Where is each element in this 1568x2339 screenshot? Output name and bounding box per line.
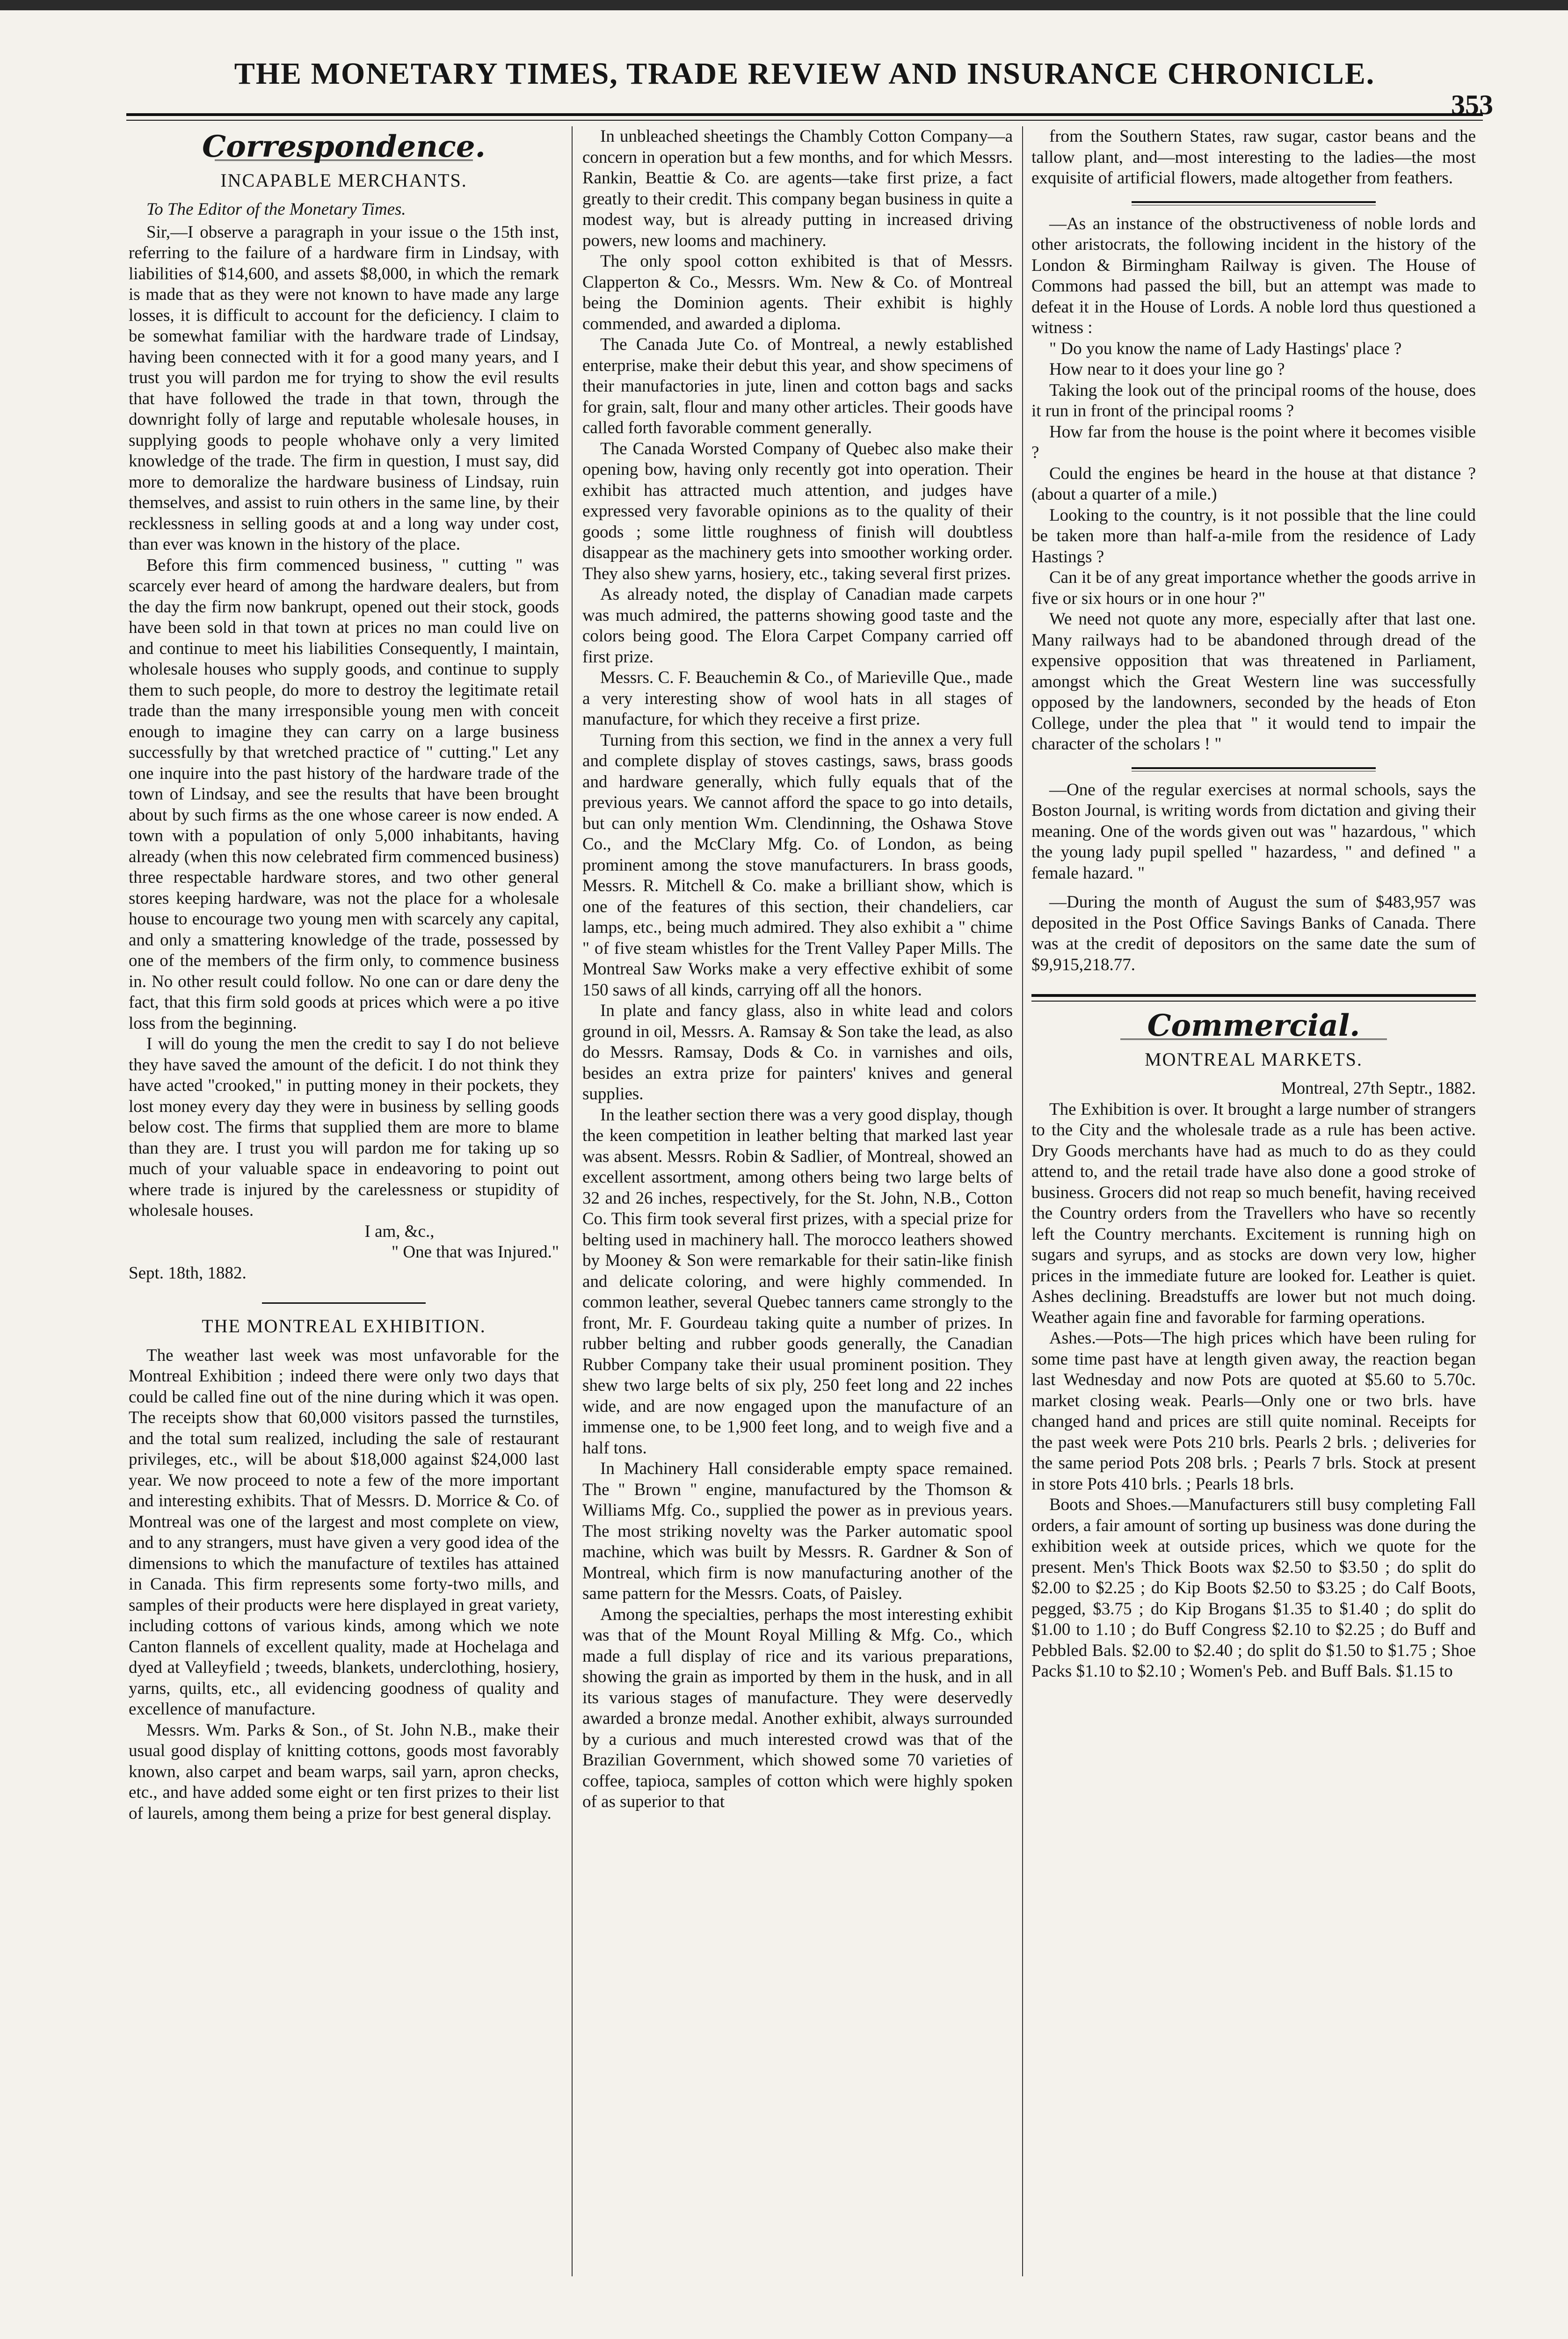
page-number: 353 xyxy=(1451,89,1493,120)
column-3 xyxy=(1031,126,1476,1682)
markets-dateline: Montreal, 27th Septr., 1882. xyxy=(1281,1079,1476,1098)
paragraph: The Exhibition is over. It brought a large number of strangers to the City and the wholesale trade as a rule has been active. Dry Goods merchants have had as much to do as they could attend to, and the retail trade have also done a good stroke of business. Grocers did not reap so much benefit, having received the Country orders from the Travellers who have so recently left the Country merchants. Excitement is running high on sugars and syrups, and as stocks are down very low, higher prices in the immediate future are looked for. Leather is quiet. Ashes declining. Breadstuffs are lower but not much doing. Weather again fine and favorable for farming operations. xyxy=(1031,1099,1476,1327)
section-rule xyxy=(1031,994,1476,1002)
paragraph: Can it be of any great importance whether the goods arrive in five or six hours or in one hour ?" xyxy=(1031,568,1476,608)
item-rule xyxy=(1132,201,1376,205)
header-rule-thin xyxy=(126,120,1483,121)
paragraph: Could the engines be heard in the house at that distance ? (about a quarter of a mile.) xyxy=(1031,464,1476,504)
paragraph: The weather last week was most unfavorable for the Montreal Exhibition ; indeed there were only two days that could be called fine out of the nine during which it was open. The receipts show that 60,000 visitors passed the turnstiles, and the total sum realized, including the sale of restaurant privileges, etc., will be about $18,000 against $24,000 last year. We now proceed to note a few of the more important and interesting exhibits. That of Messrs. D. Morrice & Co. of Montreal was one of the largest and most complete on view, and to any strangers, must have given a very good idea of the dimensions to which the manufacture of textiles has attained in Canada. This firm represents some forty-two mills, and samples of their products were here displayed in great variety, including cottons of various kinds, among which we note Canton flannels of excellent quality, made at Hochelaga and dyed at Valleyfield ; tweeds, blankets, underclothing, hosiery, yarns, quilts, etc., all evidencing goodness of quality and excellence of manufacture. xyxy=(129,1345,559,1719)
item-rule xyxy=(1132,767,1376,771)
paragraph: In plate and fancy glass, also in white lead and colors ground in oil, Messrs. A. Ramsay & Son take the lead, as also do Messrs. Ramsay, Dods & Co. in varnishes and oils, besides an extra prize for painters' knives and general supplies. xyxy=(582,1001,1013,1104)
paragraph: from the Southern States, raw sugar, castor beans and the tallow plant, and—most interesting to the ladies—the most exquisite of artificial flowers, made altogether from feathers. xyxy=(1031,127,1476,188)
paragraph: Sir,—I observe a paragraph in your issue o the 15th inst, referring to the failure of a hardware firm in Lindsay, with liabilities of $14,600, and assets $8,000, in which the remark is made that as they were not known to have made any large losses, it is difficult to account for the deficiency. I claim to be somewhat familiar with the hardware trade of Lindsay, having been connected with it for a good many years, and I trust you will pardon me for trying to show the evil results that have followed the trade in that town, through the downright folly of large and reputable wholesale houses, in supplying goods to people whohave only a very limited knowledge of the trade. The firm in question, I must say, did more to demoralize the hardware business of Lindsay, ruin themselves, and assist to ruin others in the same line, by their recklessness in selling goods at and a long way under cost, than ever was known in the history of the place. xyxy=(129,222,559,554)
paragraph: —One of the regular exercises at normal schools, says the Boston Journal, is writing words from dictation and giving their meaning. One of the words given out was " hazardous, " which the young lady pupil spelled " hazardess, " and defined " a female hazard. " xyxy=(1031,780,1476,883)
paragraph: How near to it does your line go ? xyxy=(1049,360,1285,379)
paragraph: In the leather section there was a very good display, though the keen competition in leather belting that marked last year was absent. Messrs. Robin & Sadlier, of Montreal, showed an excellent assortment, among others being two large belts of 32 and 26 inches, respectively, for the St. John, N.B., Cotton Co. This firm took several first prizes, with a special prize for belting used in machinery hall. The morocco leathers showed by Mooney & Son were remarkable for their satin-like finish and delicate coloring, and were highly commended. In common leather, several Quebec tanners came strongly to the front, Mr. F. Gourdeau taking quite a number of prizes. In rubber belting and rubber goods generally, the Canadian Rubber Company take their usual prominent position. They shew two large belts of six ply, 250 feet long and 22 inches wide, and are now engaged upon the manufacture of an immense one, to be 1,900 feet long, and to weigh five and a half tons. xyxy=(582,1105,1013,1458)
header-rule xyxy=(126,113,1483,116)
section-rule xyxy=(262,1302,426,1304)
paragraph: Taking the look out of the principal rooms of the house, does it run in front of the principal rooms ? xyxy=(1031,380,1476,421)
section-title-commercial: Commercial. xyxy=(1147,1008,1360,1043)
markets-title: MONTREAL MARKETS. xyxy=(1145,1048,1363,1070)
paragraph: As already noted, the display of Canadian made carpets was much admired, the patterns showing good taste and the colors being good. The Elora Carpet Company carried off first prize. xyxy=(582,585,1013,667)
letter-date: Sept. 18th, 1882. xyxy=(129,1263,247,1283)
column-divider-2 xyxy=(1022,126,1023,2276)
paragraph: Messrs. Wm. Parks & Son., of St. John N.B., make their usual good display of knitting cottons, goods most favorably known, also carpet and beam warps, sail yarn, apron checks, etc., and have added some eight or ten first prizes to their list of laurels, among them being a prize for best general display. xyxy=(129,1720,559,1823)
paragraph: The only spool cotton exhibited is that of Messrs. Clapperton & Co., Messrs. Wm. New & Co. of Montreal being the Dominion agents. Their exhibit is highly commended, and awarded a diploma. xyxy=(582,252,1013,334)
paragraph: The Canada Worsted Company of Quebec also make their opening bow, having only recently got into operation. Their exhibit has attracted much attention, and judges have expressed very favorable opinions as to the quality of their goods ; some little roughness of finish will doubtless disappear as the machinery gets into smoother working order. They also shew yarns, hosiery, etc., taking several first prizes. xyxy=(582,439,1013,583)
paragraph: In Machinery Hall considerable empty space remained. The " Brown " engine, manufactured by the Thomson & Williams Mfg. Co., supplied the power as in previous years. The most striking novelty was the Parker automatic spool machine, which was built by Messrs. R. Gardner & Son of Montreal, which firm is now manufacturing another of the same pattern for the Messrs. Coats, of Paisley. xyxy=(582,1459,1013,1603)
column-1 xyxy=(129,126,559,1824)
paragraph: How far from the house is the point where it becomes visible ? xyxy=(1031,422,1476,462)
paragraph: Turning from this section, we find in the annex a very full and complete display of stoves castings, saws, brass goods and hardware generally, which fully equals that of the previous years. We cannot afford the space to go into details, but can only mention Wm. Clendinning, the Oshawa Stove Co., and the McClary Mfg. Co. of London, as being prominent among the stove manufacturers. In brass goods, Messrs. R. Mitchell & Co. make a brilliant show, which is one of the features of this section, their chandeliers, car lamps, etc., being much admired. They also exhibit a " chime " of five steam whistles for the Trent Valley Paper Mills. The Montreal Saw Works make a very effective exhibit of some 150 saws of all kinds, carrying off all the honors. xyxy=(582,730,1013,1000)
paragraph: Before this firm commenced business, " cutting " was scarcely ever heard of among the hardware dealers, but from the day the firm now bankrupt, opened out their stock, goods have been sold in that town at prices no man could live on and continue to meet his liabilities Consequently, I maintain, wholesale houses who supply goods, and continue to supply them to such people, do more to destroy the legitimate retail trade than the many irresponsible young men with conceit enough to imagine they can carry on a large business successfully by that wretched practice of " cutting." Let any one inquire into the past history of the hardware trade of the town of Lindsay, and see the results that have been brought about by such firms as the one whose career is now ended. A town with a population of only 5,000 inhabitants, having already (when this now celebrated firm commenced business) three respectable hardware stores, and two other general stores keeping hardware, was not the place for a wholesale house to encourage two young men with scarcely any capital, and only a smattering knowledge of the trade, possessed by one of the members of the firm only, to commence business in. No other result could follow. No one can or dare deny the fact, that this firm sold goods at prices which were a po itive loss from the beginning. xyxy=(129,555,559,1033)
publication-title: THE MONETARY TIMES, TRADE REVIEW AND INSURANCE CHRONICLE. xyxy=(234,57,1375,91)
paragraph: The Canada Jute Co. of Montreal, a newly established enterprise, make their debut this year, and show specimens of their manufactories in jute, linen and cotton bags and sacks for grain, salt, flour and many other articles. Their goods have called forth favorable comment generally. xyxy=(582,335,1013,437)
paragraph: We need not quote any more, especially after that last one. Many railways had to be abandoned through dread of the expensive opposition that was threatened in Parliament, amongst which the Great Western line was successfully opposed by the landowners, seconded by the heads of Eton College, under the plea that " it would tend to impair the character of the scholars ! " xyxy=(1031,610,1476,754)
paragraph: In unbleached sheetings the Chambly Cotton Company—a concern in operation but a few months, and for which Messrs. Rankin, Beattie & Co. are agents—take first prize, a fact greatly to their credit. This company began business in quite a modest way, but is already putting in increased driving powers, new looms and machinery. xyxy=(582,127,1013,250)
paragraph: Among the specialties, perhaps the most interesting exhibit was that of the Mount Royal Milling & Mfg. Co., which made a full display of rice and its various preparations, showing the grain as imported by them in the husk, and in all its various stages of manufacture. They were deservedly awarded a bronze medal. Another exhibit, always surrounded by a curious and much interested crowd was that of the Brazilian Government, which showed some 70 varieties of coffee, tapioca, samples of cotton which were highly spoken of as superior to that xyxy=(582,1605,1013,1811)
paragraph: Boots and Shoes.—Manufacturers still busy completing Fall orders, a fair amount of sorting up business was done during the exhibition week at outside prices, which we quote for the present. Men's Thick Boots wax $2.50 to $3.50 ; do split do $2.00 to $2.25 ; do Kip Boots $2.50 to $3.25 ; do Calf Boots, pegged, $3.75 ; do Kip Brogans $1.35 to $1.40 ; do split do $1.00 to 1.10 ; do Buff Congress $2.10 to $2.25 ; do Buff and Pebbled Bals. $2.00 to $2.40 ; do split do $1.50 to $1.75 ; Shoe Packs $1.10 to $2.10 ; Women's Peb. and Buff Bals. $1.15 to xyxy=(1031,1495,1476,1681)
letter-closing: I am, &c., xyxy=(364,1221,435,1241)
letter-salutation: To The Editor of the Monetary Times. xyxy=(146,200,406,219)
paragraph: Messrs. C. F. Beauchemin & Co., of Marieville Que., made a very interesting show of wool hats in all stages of manufacture, for which they receive a first prize. xyxy=(582,668,1013,729)
page-top-edge xyxy=(0,0,1568,10)
column-2 xyxy=(582,126,1013,1813)
article-title: THE MONTREAL EXHIBITION. xyxy=(202,1315,486,1337)
paragraph: —As an instance of the obstructiveness of noble lords and other aristocrats, the following incident in the history of the London & Birmingham Railway is given. The House of Commons had passed the bill, but an attempt was made to defeat it in the House of Lords. A noble lord thus questioned a witness : xyxy=(1031,214,1476,337)
letter-title: INCAPABLE MERCHANTS. xyxy=(220,169,467,191)
paragraph: Ashes.—Pots—The high prices which have been ruling for some time past have at length given away, the reaction began last Wednesday and now Pots are quoted at $5.60 to 5.70c. market closing weak. Pearls—Only one or two brls. have changed hand and prices are still quite nominal. Receipts for the past week were Pots 210 brls. Pearls 2 brls. ; deliveries for the same period Pots 208 brls. ; Pearls 7 brls. Stock at present in store Pots 410 brls. ; Pearls 18 brls. xyxy=(1031,1329,1476,1494)
section-title-correspondence: Correspondence. xyxy=(202,129,486,164)
paragraph: " Do you know the name of Lady Hastings' place ? xyxy=(1049,339,1402,358)
column-divider-1 xyxy=(572,126,573,2276)
paragraph: —During the month of August the sum of $483,957 was deposited in the Post Office Savings Banks of Canada. There was at the credit of depositors on the same date the sum of $9,915,218.77. xyxy=(1031,893,1476,974)
paragraph: Looking to the country, is it not possible that the line could be taken more than half-a-mile from the residence of Lady Hastings ? xyxy=(1031,505,1476,567)
paragraph: I will do young the men the credit to say I do not believe they have saved the amount of the deficit. I do not think they have acted "crooked," in putting money in their pockets, they lost money every day they were in business by selling goods below cost. The firms that supplied them are more to blame than they are. I trust you will pardon me for taking up so much of your valuable space in endeavoring to point out where trade is injured by the carelessness or stupidity of wholesale houses. xyxy=(129,1034,559,1220)
letter-signature: " One that was Injured." xyxy=(392,1242,559,1262)
masthead xyxy=(126,56,1483,92)
